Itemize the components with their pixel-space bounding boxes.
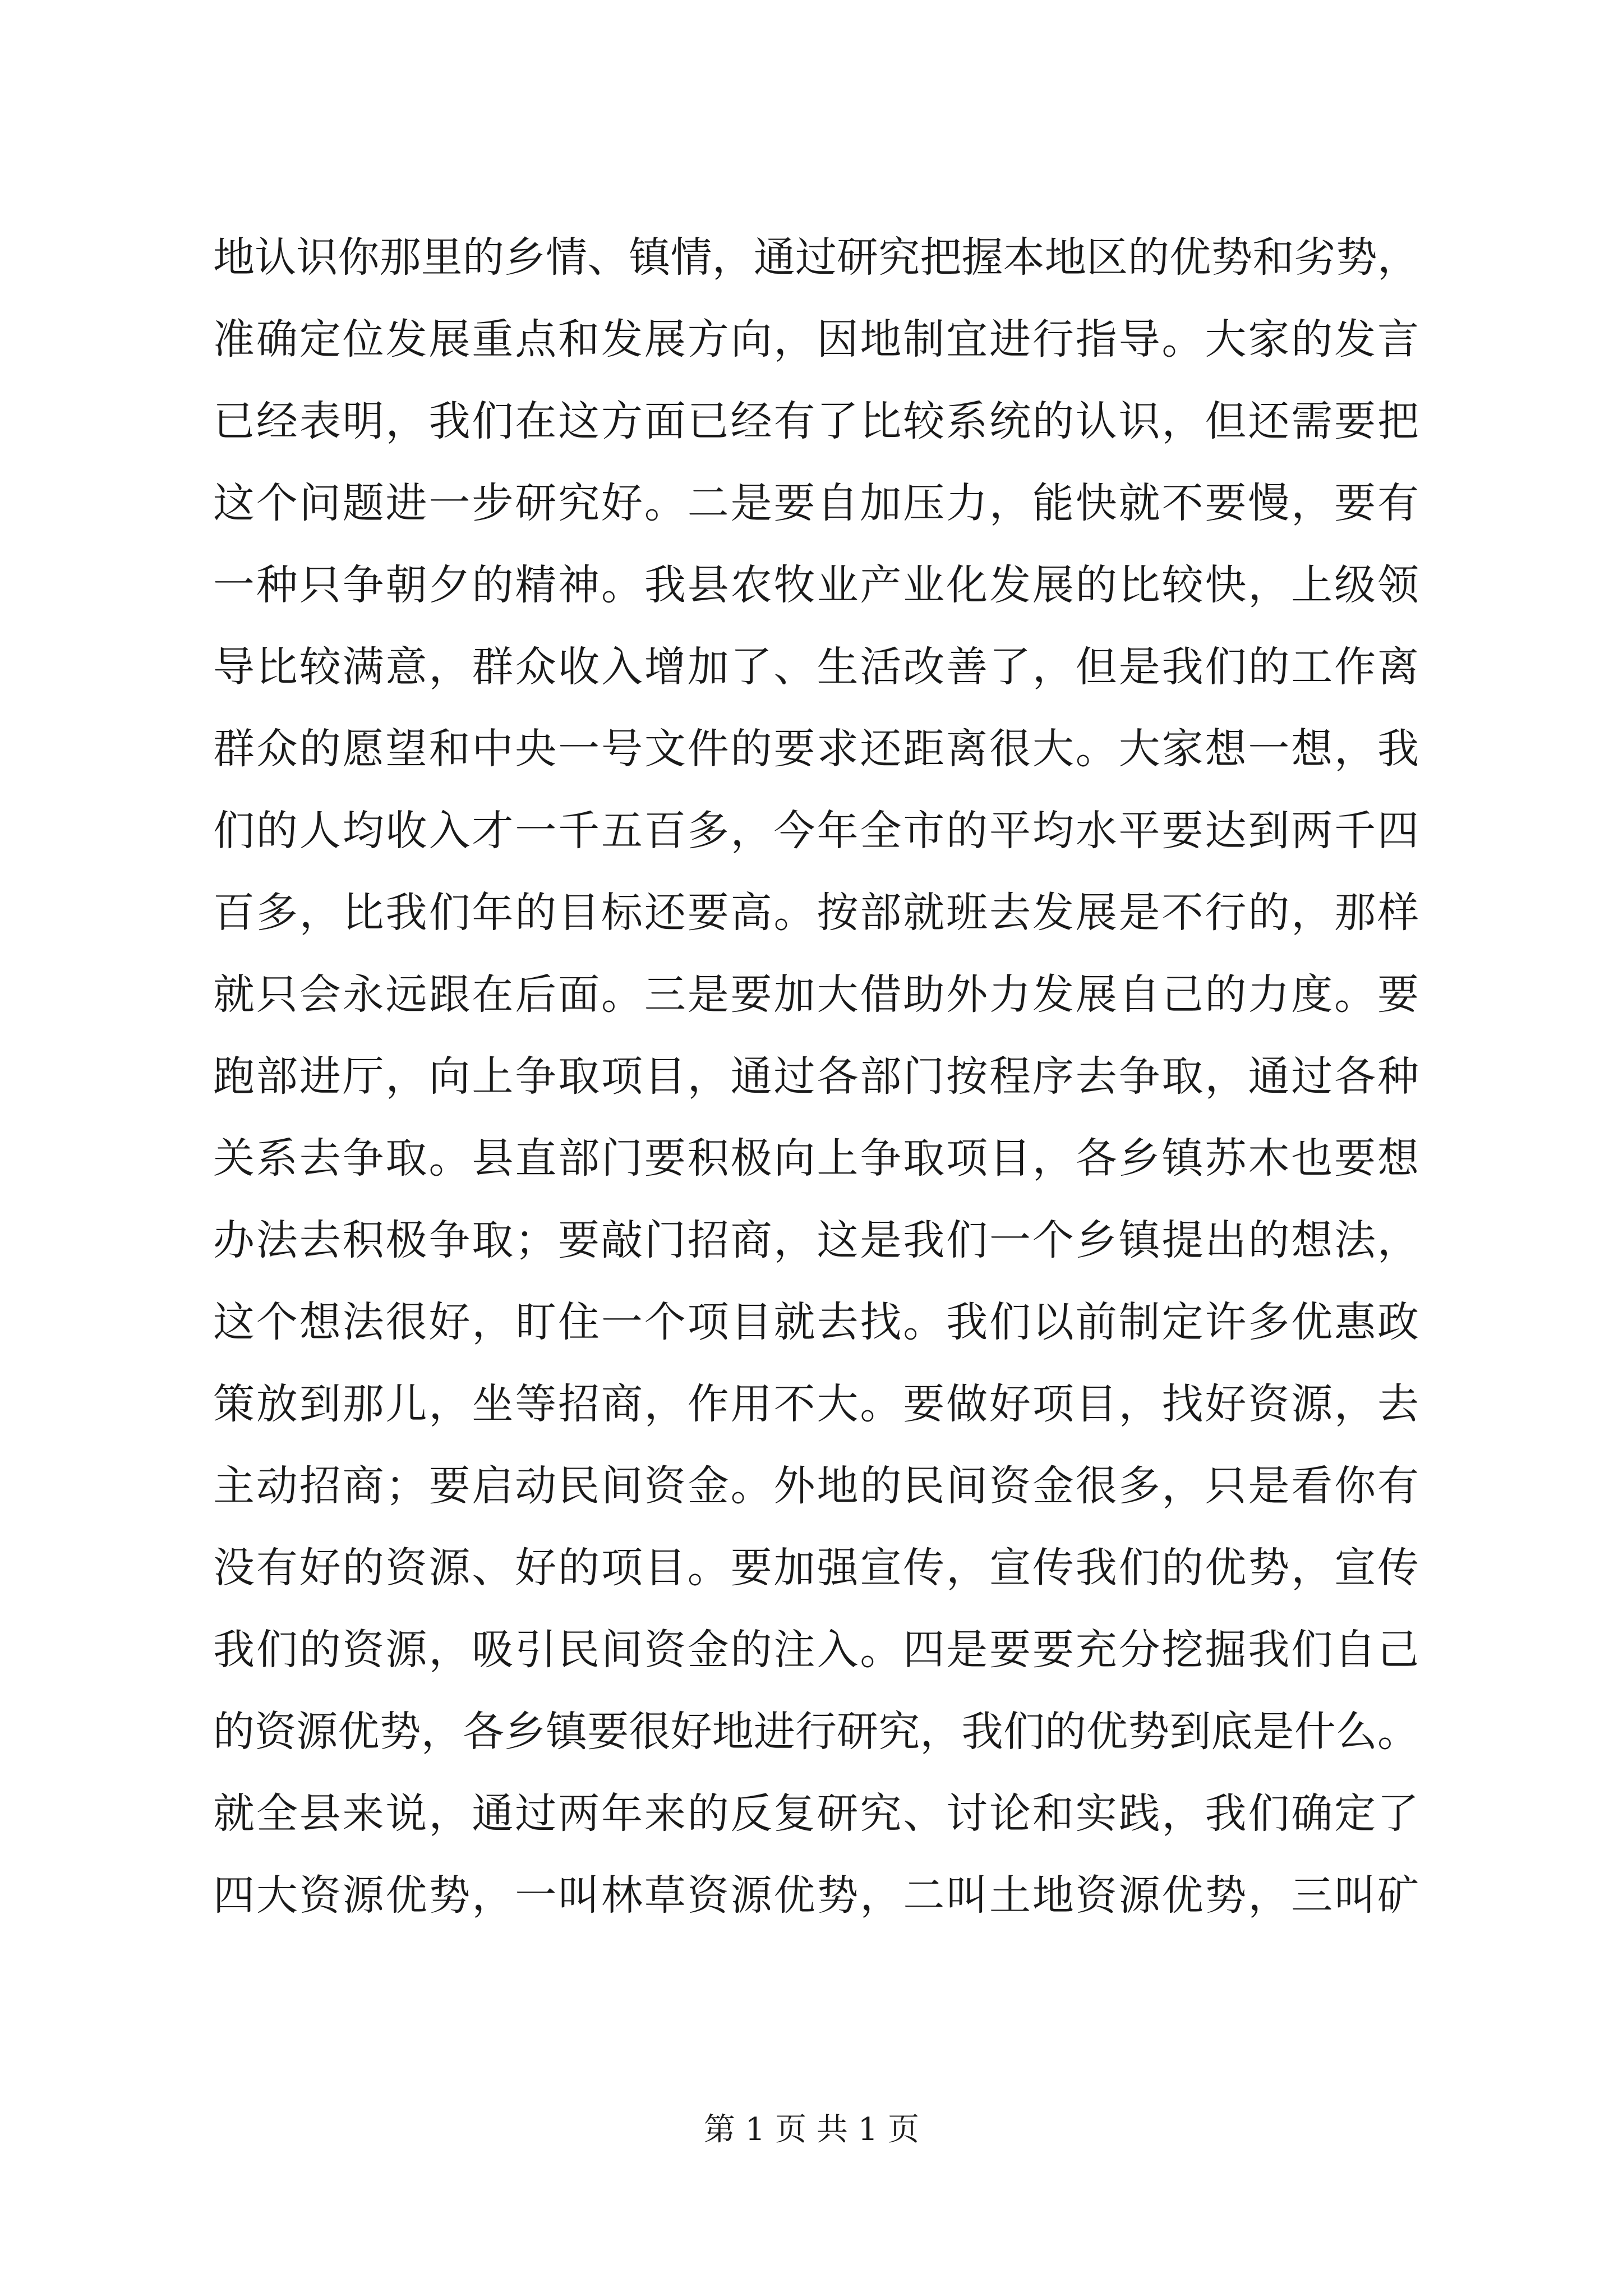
- text-line: 的资源优势，各乡镇要很好地进行研究，我们的优势到底是什么。: [213, 1708, 1419, 1756]
- text-line: 策放到那儿，坐等招商，作用不大。要做好项目，找好资源，去: [213, 1380, 1419, 1428]
- text-line: 群众的愿望和中央一号文件的要求还距离很大。大家想一想，我: [213, 725, 1419, 773]
- text-line: 跑部进厅，向上争取项目，通过各部门按程序去争取，通过各种: [213, 1052, 1419, 1101]
- text-line: 就只会永远跟在后面。三是要加大借助外力发展自己的力度。要: [213, 970, 1419, 1019]
- text-line: 这个想法很好，盯住一个项目就去找。我们以前制定许多优惠政: [213, 1298, 1419, 1346]
- body-text: [213, 217, 1419, 1936]
- text-line: 地认识你那里的乡情、镇情，通过研究把握本地区的优势和劣势，: [213, 233, 1419, 282]
- text-line: 办法去积极争取；要敲门招商，这是我们一个乡镇提出的想法，: [213, 1216, 1419, 1264]
- text-line: 没有好的资源、好的项目。要加强宣传，宣传我们的优势，宣传: [213, 1544, 1419, 1592]
- text-line: 已经表明，我们在这方面已经有了比较系统的认识，但还需要把: [213, 397, 1419, 445]
- text-line: 我们的资源，吸引民间资金的注入。四是要要充分挖掘我们自己: [213, 1626, 1419, 1674]
- text-line: 准确定位发展重点和发展方向，因地制宜进行指导。大家的发言: [213, 315, 1419, 364]
- text-line: 百多，比我们年的目标还要高。按部就班去发展是不行的，那样: [213, 889, 1419, 937]
- text-line: 关系去争取。县直部门要积极向上争取项目，各乡镇苏木也要想: [213, 1134, 1419, 1182]
- text-line: 导比较满意，群众收入增加了、生活改善了，但是我们的工作离: [213, 643, 1419, 691]
- text-line: 四大资源优势，一叫林草资源优势，二叫土地资源优势，三叫矿: [213, 1871, 1419, 1920]
- text-line: 这个问题进一步研究好。二是要自加压力，能快就不要慢，要有: [213, 479, 1419, 527]
- text-line: 就全县来说，通过两年来的反复研究、讨论和实践，我们确定了: [213, 1789, 1419, 1838]
- text-line: 主动招商；要启动民间资金。外地的民间资金很多，只是看你有: [213, 1462, 1419, 1510]
- text-line: 一种只争朝夕的精神。我县农牧业产业化发展的比较快，上级领: [213, 561, 1419, 609]
- text-line: 们的人均收入才一千五百多，今年全市的平均水平要达到两千四: [213, 807, 1419, 855]
- page-number-footer: 第 1 页 共 1 页: [703, 2111, 920, 2148]
